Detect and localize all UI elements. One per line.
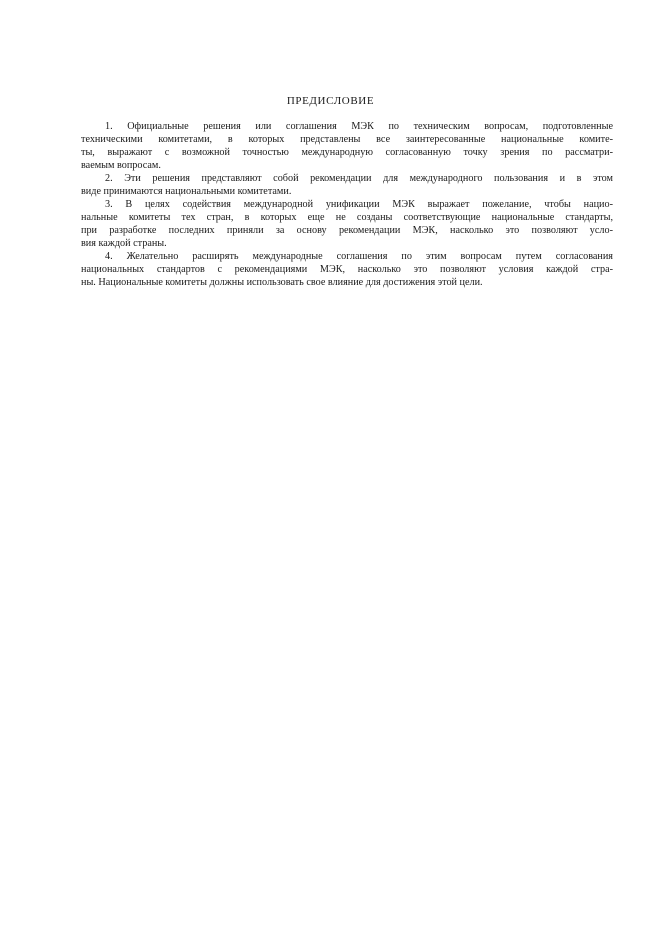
page-title: ПРЕДИСЛОВИЕ [286,95,375,107]
paragraph-4 [81,250,613,289]
text-line: 2. Эти решения представляют собой рекомендации для международного пользования и в этом [105,173,613,184]
paragraph-3 [81,198,613,250]
text-line: национальных стандартов с рекомендациями МЭК, насколько это позволяют условия каждой стра- [81,264,613,275]
text-line: нальные комитеты тех стран, в которых еще не созданы соответствующие национальные стандарты, [81,212,613,223]
foreword-body [81,120,613,289]
paragraph-2 [81,172,613,198]
text-line: 1. Официальные решения или соглашения МЭК по техническим вопросам, подготовленные [105,121,613,132]
paragraph-1 [81,120,613,172]
text-line: виде принимаются национальными комитетами. [81,186,292,197]
text-line: ваемым вопросам. [81,160,161,171]
text-line: при разработке последних приняли за основу рекомендации МЭК, насколько это позволяют усло- [81,225,613,236]
text-line: 4. Желательно расширять международные соглашения по этим вопросам путем согласования [105,251,613,262]
text-line: техническими комитетами, в которых представлены все заинтересованные национальные комите- [81,134,613,145]
text-line: ны. Национальные комитеты должны использовать свое влияние для достижения этой цели. [81,277,483,288]
text-line: вия каждой страны. [81,238,167,249]
text-line: 3. В целях содействия международной унификации МЭК выражает пожелание, чтобы нацио- [105,199,613,210]
text-line: ты, выражают с возможной точностью международную согласованную точку зрения по рассматри- [81,147,613,158]
